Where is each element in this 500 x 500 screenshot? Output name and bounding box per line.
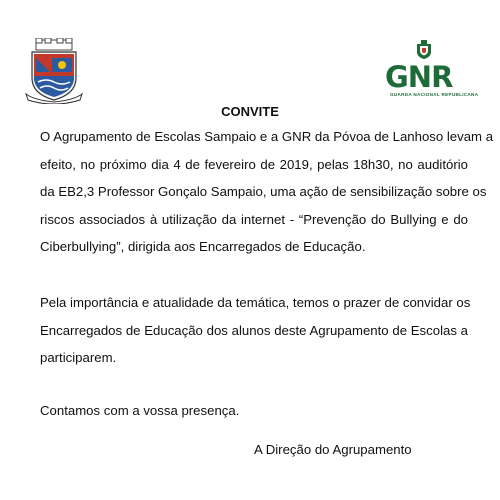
paragraph-closing (40, 397, 468, 425)
document-title: CONVITE (221, 104, 279, 119)
signature: A Direção do Agrupamento (254, 442, 412, 457)
paragraph-line: riscos associados à utilização da internet - “Prevenção do Bullying e do (40, 211, 468, 227)
paragraph-line: Contamos com a vossa presença. (40, 403, 240, 418)
gnr-emblem-icon (413, 40, 435, 60)
paragraph-line: participarem. (40, 350, 117, 365)
paragraph-line: da EB2,3 Professor Gonçalo Sampaio, uma ação de sensibilização sobre os (40, 184, 487, 199)
paragraph-invitation (40, 123, 494, 261)
municipal-crest-logo (22, 38, 86, 104)
paragraph-importance (40, 289, 471, 372)
paragraph-line: efeito, no próximo dia 4 de fevereiro de 2019, pelas 18h30, no auditório (40, 156, 468, 172)
paragraph-line: O Agrupamento de Escolas Sampaio e a GNR da Póvoa de Lanhoso levam a (40, 129, 494, 144)
paragraph-line: Encarregados de Educação dos alunos deste Agrupamento de Escolas a (40, 322, 468, 338)
gnr-logo-text: GNR (385, 60, 453, 94)
paragraph-line: Pela importância e atualidade da temática, temos o prazer de convidar os (40, 295, 471, 310)
paragraph-line: Ciberbullying”, dirigida aos Encarregados de Educação. (40, 239, 366, 254)
gnr-logo-subtext: GUARDA NACIONAL REPUBLICANA (390, 92, 479, 97)
